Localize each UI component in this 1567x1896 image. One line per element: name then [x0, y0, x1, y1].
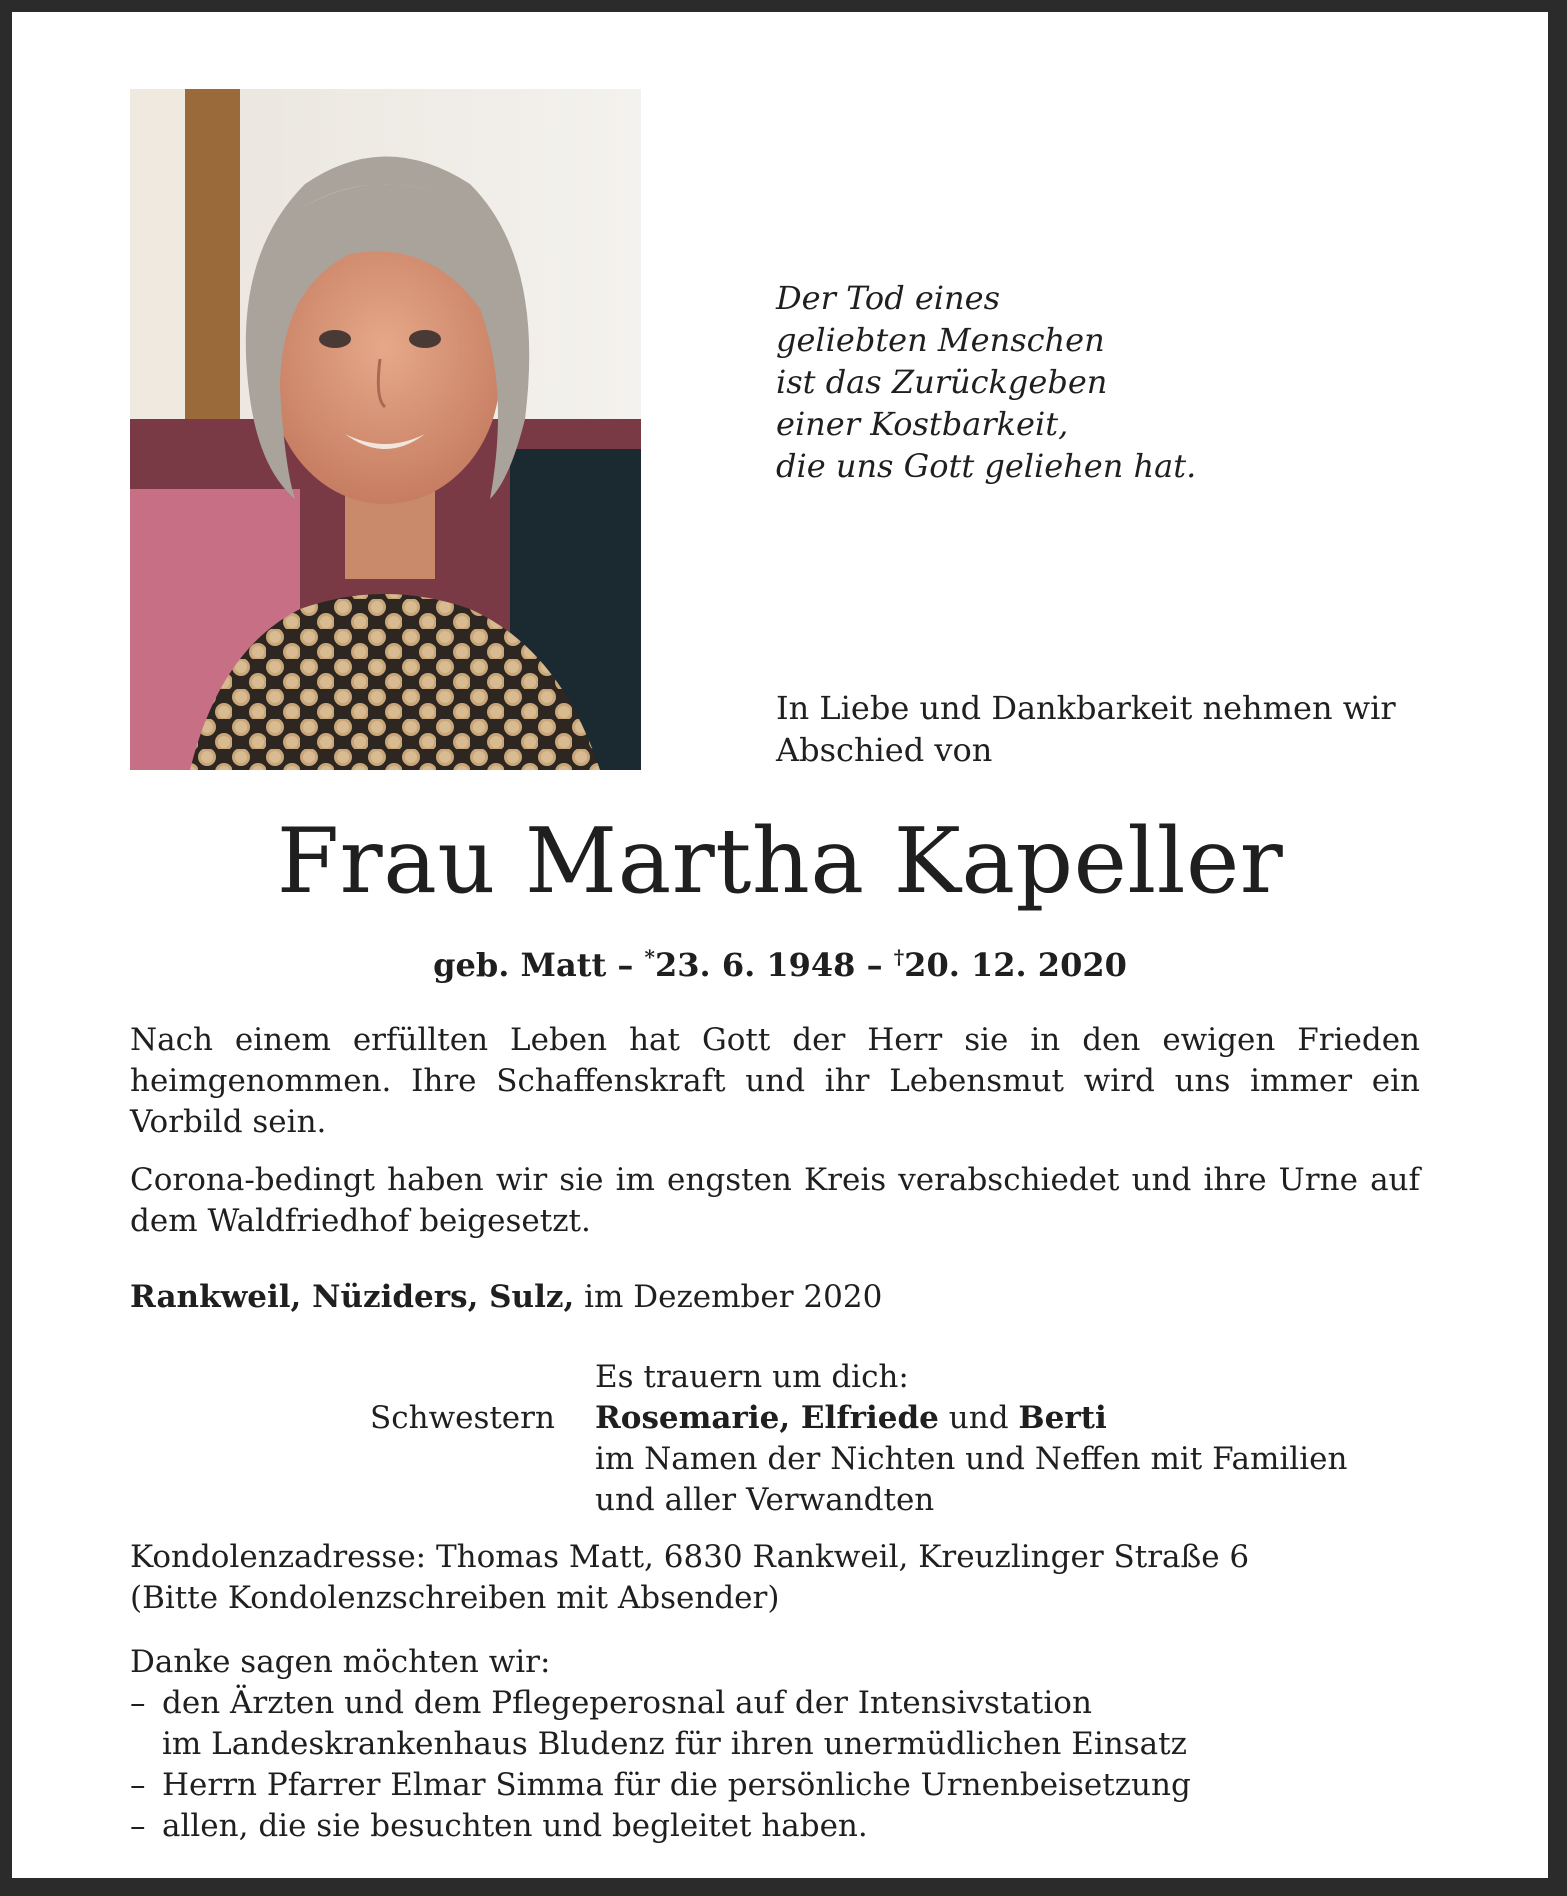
birth-date: 23. 6. 1948 [655, 946, 856, 984]
thanks-line: allen, die sie besuchten und begleitet haben. [162, 1808, 868, 1844]
mourners-line: und aller Verwandten [595, 1482, 935, 1518]
address-line: Kondolenzadresse: Thomas Matt, 6830 Rankweil, Kreuzlinger Straße 6 [130, 1539, 1250, 1575]
mourner-connector: und [948, 1400, 1009, 1436]
portrait-image [130, 89, 641, 770]
poem-line: ist das Zurückgeben [776, 363, 1108, 401]
deceased-name: Frau Martha Kapeller [276, 809, 1284, 914]
dash: – [130, 1808, 146, 1844]
mourners-lines [595, 1357, 1455, 1521]
date-text: im Dezember 2020 [584, 1279, 883, 1315]
portrait-photo [130, 89, 641, 770]
places: Rankweil, Nüziders, Sulz, [130, 1279, 575, 1315]
thanks-item [130, 1765, 1420, 1806]
life-dates: geb. Matt – *23. 6. 1948 – †20. 12. 2020 [433, 945, 1127, 984]
mourner-names-2: Berti [1018, 1400, 1107, 1436]
dash: – [130, 1767, 146, 1803]
dash: – [130, 1685, 146, 1721]
address-note: (Bitte Kondolenzschreiben mit Absender) [130, 1580, 780, 1616]
thanks-heading: Danke sagen möchten wir: [130, 1644, 551, 1680]
mourners-names [595, 1398, 1455, 1439]
mourners-line: im Namen der Nichten und Neffen mit Familien [595, 1441, 1348, 1477]
death-symbol: † [893, 945, 905, 969]
thanks-line: Herrn Pfarrer Elmar Simma für die persönliche Urnenbeisetzung [162, 1767, 1191, 1803]
birth-name: geb. Matt [433, 946, 607, 984]
thanks-item [130, 1683, 1420, 1765]
poem-line: Der Tod eines [776, 279, 1000, 317]
paragraph-burial: Corona-bedingt haben wir sie im engsten Kreis verabschiedet und ihre Urne auf dem Waldfriedhof beigesetzt. [130, 1162, 1420, 1239]
birth-symbol: * [644, 945, 655, 969]
thanks-line: im Landeskrankenhaus Bludenz für ihren unermüdlichen Einsatz [162, 1726, 1187, 1762]
death-date: 20. 12. 2020 [904, 946, 1127, 984]
mourner-names-1: Rosemarie, Elfriede [595, 1400, 939, 1436]
mourners-label: Schwestern [370, 1400, 555, 1436]
mourners-intro: Es trauern um dich: [595, 1359, 909, 1395]
poem-line: die uns Gott geliehen hat. [776, 447, 1197, 485]
poem [776, 277, 1416, 487]
thanks-line: den Ärzten und dem Pflegeperosnal auf der Intensivstation [162, 1685, 1092, 1721]
poem-line: einer Kostbarkeit, [776, 405, 1069, 443]
paragraph-life: Nach einem erfüllten Leben hat Gott der Herr sie in den ewigen Frieden heimgenommen. Ihre Schaffenskraft und ihr Lebensmut wird uns immer ein Vorbild sein. [130, 1022, 1420, 1140]
farewell-intro: In Liebe und Dankbarkeit nehmen wir Abschied von [776, 689, 1396, 769]
thanks-item [130, 1806, 1420, 1847]
condolence-address [130, 1537, 1420, 1619]
poem-line: geliebten Menschen [776, 321, 1105, 359]
thanks-section [130, 1642, 1420, 1847]
obituary-page [12, 12, 1548, 1878]
place-and-date [130, 1277, 1420, 1318]
